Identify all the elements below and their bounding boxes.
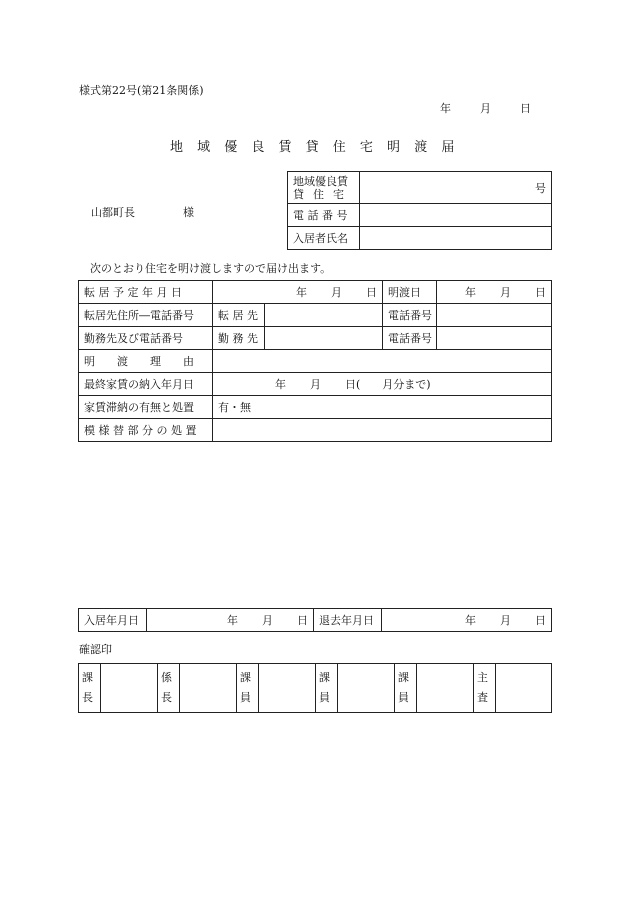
move-out-date-field[interactable]: 年 月 日	[382, 609, 552, 632]
workplace-phone-label: 電話番号	[383, 327, 437, 350]
last-rent-field[interactable]: 年 月 日( 月分まで)	[213, 373, 552, 396]
last-rent-row	[79, 373, 552, 396]
dates-row	[79, 609, 552, 632]
remodel-row	[79, 419, 552, 442]
form-number: 様式第22号(第21条関係)	[79, 84, 204, 97]
stamp-section-label: 確認印	[79, 643, 112, 656]
phone-row	[288, 204, 552, 227]
stamp-label-section-chief: 課 長	[79, 664, 101, 713]
handover-label: 明渡日	[383, 281, 437, 304]
move-date-label: 転 居 予 定 年 月 日	[79, 281, 213, 304]
reason-row	[79, 350, 552, 373]
move-in-date-field[interactable]: 年 月 日	[147, 609, 314, 632]
stamp-label-inspector: 主 査	[474, 664, 496, 713]
stamp-box-staff-2[interactable]	[338, 664, 395, 713]
addressee-mayor: 山都町長	[91, 206, 135, 219]
stamp-box-subsection-chief[interactable]	[180, 664, 237, 713]
workplace-label: 勤務先及び電話番号	[79, 327, 213, 350]
new-phone-field[interactable]	[437, 304, 552, 327]
workplace-row	[79, 327, 552, 350]
arrears-field[interactable]: 有・無	[213, 396, 552, 419]
phone-label: 電 話 番 号	[288, 204, 360, 227]
move-out-label: 退去年月日	[314, 609, 382, 632]
applicant-box	[287, 171, 552, 250]
arrears-row	[79, 396, 552, 419]
resident-name-field[interactable]	[360, 227, 552, 250]
new-address-field[interactable]	[265, 304, 383, 327]
new-address-sublabel: 転 居 先	[213, 304, 265, 327]
housing-number-field[interactable]: 号	[360, 172, 552, 204]
stamp-box-section-chief[interactable]	[101, 664, 158, 713]
housing-label: 地域優良賃 貸 住 宅	[288, 172, 360, 204]
stamp-box-staff-3[interactable]	[417, 664, 474, 713]
workplace-field[interactable]	[265, 327, 383, 350]
arrears-label: 家賃滞納の有無と処置	[79, 396, 213, 419]
stamp-table	[78, 663, 552, 713]
phone-field[interactable]	[360, 204, 552, 227]
addressee-honorific: 様	[183, 206, 194, 219]
stamp-label-staff-1: 課 員	[237, 664, 259, 713]
resident-label: 入居者氏名	[288, 227, 360, 250]
main-table	[78, 280, 552, 442]
housing-row	[288, 172, 552, 204]
submission-date: 年 月 日	[440, 102, 531, 115]
handover-date-field[interactable]: 年 月 日	[437, 281, 552, 304]
stamp-box-inspector[interactable]	[496, 664, 552, 713]
stamp-label-subsection-chief: 係 長	[158, 664, 180, 713]
new-phone-label: 電話番号	[383, 304, 437, 327]
move-date-field[interactable]: 年 月 日	[213, 281, 383, 304]
new-address-label: 転居先住所―電話番号	[79, 304, 213, 327]
new-address-row	[79, 304, 552, 327]
page-title: 地 域 優 良 賃 貸 住 宅 明 渡 届	[170, 140, 455, 155]
resident-row	[288, 227, 552, 250]
dates-table	[78, 608, 552, 632]
intro-text: 次のとおり住宅を明け渡しますので届け出ます。	[90, 262, 332, 275]
remodel-label: 模 様 替 部 分 の 処 置	[79, 419, 213, 442]
stamp-label-staff-2: 課 員	[316, 664, 338, 713]
last-rent-label: 最終家賃の納入年月日	[79, 373, 213, 396]
workplace-phone-field[interactable]	[437, 327, 552, 350]
stamp-row	[79, 664, 552, 713]
remodel-field[interactable]	[213, 419, 552, 442]
stamp-label-staff-3: 課 員	[395, 664, 417, 713]
move-in-label: 入居年月日	[79, 609, 147, 632]
reason-field[interactable]	[213, 350, 552, 373]
reason-label: 明 渡 理 由	[79, 350, 213, 373]
move-date-row	[79, 281, 552, 304]
workplace-sublabel: 勤 務 先	[213, 327, 265, 350]
stamp-box-staff-1[interactable]	[259, 664, 316, 713]
